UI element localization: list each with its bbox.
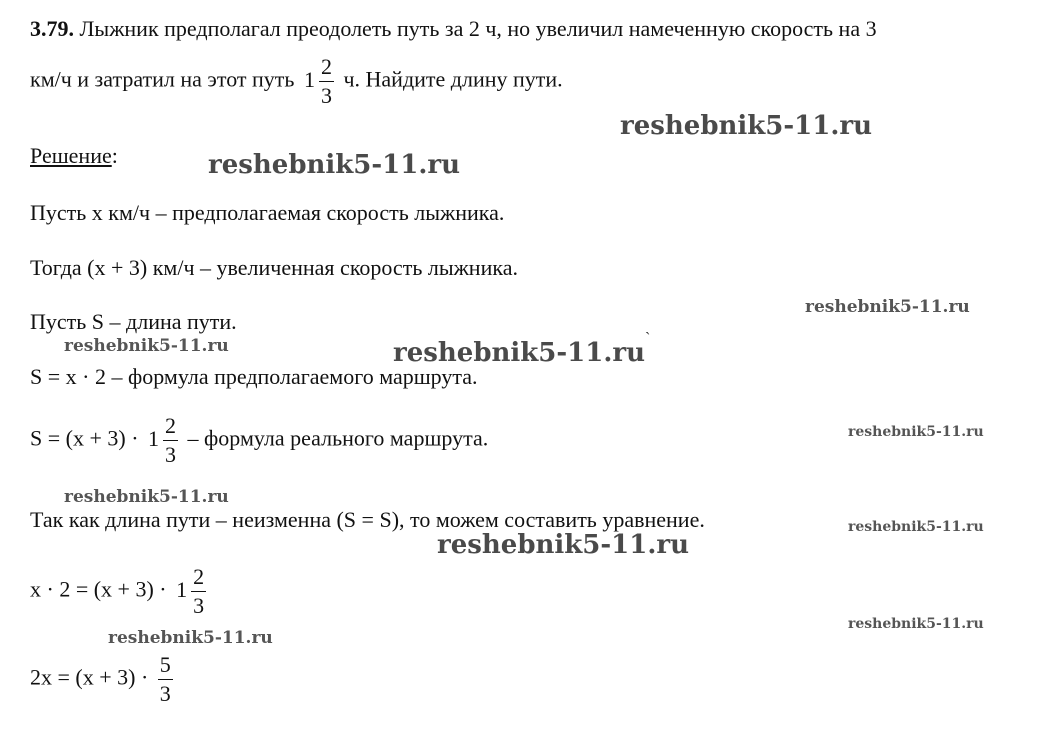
solution-heading <box>30 145 118 167</box>
solution-line-4: S = x · 2 – формула предполагаемого маршрута. <box>30 364 478 389</box>
fraction-two-thirds <box>319 56 334 107</box>
fraction-numerator: 2 <box>193 564 205 589</box>
watermark: reshebnik5-11.ru <box>393 338 646 368</box>
fraction-numerator: 2 <box>165 413 177 438</box>
watermark: reshebnik5-11.ru <box>64 487 229 507</box>
fraction-denominator: 3 <box>193 593 205 618</box>
solution-heading-text: Решение <box>30 143 112 168</box>
fraction-denominator: 3 <box>165 442 177 467</box>
watermark: reshebnik5-11.ru <box>848 424 984 440</box>
watermark: reshebnik5-11.ru <box>208 150 461 180</box>
watermark: reshebnik5-11.ru <box>437 530 690 560</box>
fraction-two-thirds <box>163 415 178 466</box>
solution-line-3: Пусть S – длина пути. <box>30 309 237 334</box>
watermark: reshebnik5-11.ru <box>620 111 873 141</box>
solution-heading-colon: : <box>111 143 118 168</box>
problem-number: 3.79. <box>30 16 74 41</box>
equation-2 <box>30 654 177 705</box>
fraction-five-thirds <box>158 654 173 705</box>
watermark: reshebnik5-11.ru <box>64 336 229 356</box>
problem-text-line-2-end: ч. Найдите длину пути. <box>343 66 563 92</box>
mixed-number-whole: 1 <box>303 66 315 92</box>
solution-line-1: Пусть x км/ч – предполагаемая скорость лыжника. <box>30 200 505 225</box>
watermark: reshebnik5-11.ru <box>848 616 984 632</box>
equation-1-start: x · 2 = (x + 3) · <box>30 576 167 602</box>
equation-1 <box>30 566 210 617</box>
mixed-number-whole: 1 <box>148 425 160 451</box>
mixed-number-whole: 1 <box>176 576 188 602</box>
fraction-denominator: 3 <box>159 681 171 706</box>
fraction-two-thirds <box>191 566 206 617</box>
fraction-numerator: 5 <box>159 652 171 677</box>
solution-line-5 <box>30 415 488 466</box>
equation-2-start: 2x = (x + 3) · <box>30 664 149 690</box>
solution-line-2: Тогда (x + 3) км/ч – увеличенная скорость лыжника. <box>30 255 518 280</box>
fraction-numerator: 2 <box>320 54 332 79</box>
fraction-denominator: 3 <box>320 83 332 108</box>
watermark: reshebnik5-11.ru <box>805 297 970 317</box>
problem-text-line-1: Лыжник предполагал преодолеть путь за 2 ч, но увеличил намеченную скорость на 3 <box>79 16 877 41</box>
problem-line-2 <box>30 56 563 107</box>
solution-line-5-start: S = (x + 3) · <box>30 425 139 451</box>
solution-line-5-end: – формула реального маршрута. <box>187 425 489 451</box>
stray-mark: ˎ <box>645 318 651 335</box>
solution-line-6: Так как длина пути – неизменна (S = S), то можем составить уравнение. <box>30 507 705 532</box>
problem-line-1 <box>30 18 877 40</box>
watermark: reshebnik5-11.ru <box>108 628 273 648</box>
watermark: reshebnik5-11.ru <box>848 519 984 535</box>
problem-text-line-2-start: км/ч и затратил на этот путь <box>30 66 295 92</box>
